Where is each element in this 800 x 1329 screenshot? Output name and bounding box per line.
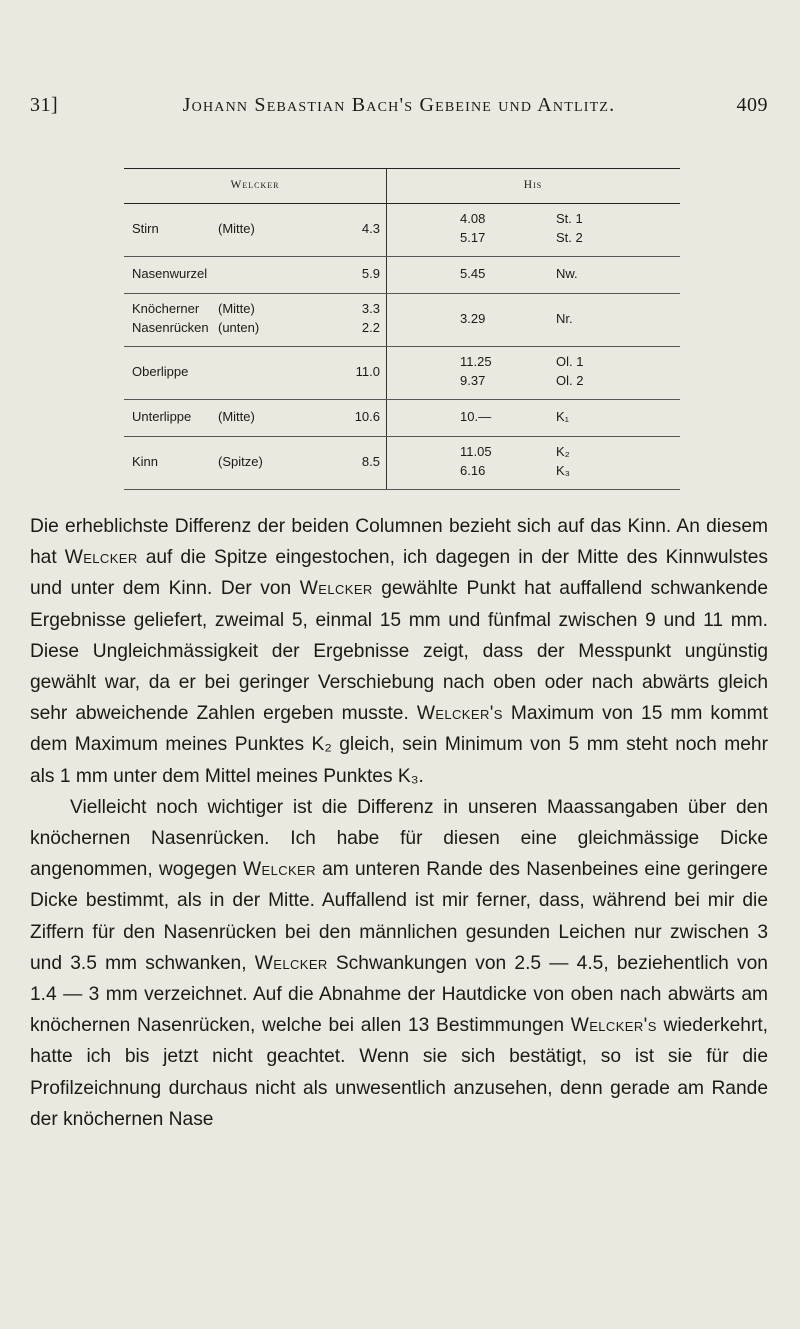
left-cell-line	[132, 221, 380, 240]
left-cell	[132, 221, 380, 240]
left-cell	[132, 454, 380, 473]
his-code: K₁	[556, 408, 570, 424]
text-run: wiederkehrt, hatte ich bis jetzt nicht geachtet. Wenn sie sich bestätigt, so ist sie für die Profilzeichnung durchaus nicht als unwesentlich anzusehen, denn gerade am Rande der knöchernen Nase	[30, 1015, 769, 1130]
left-cell-line	[132, 364, 380, 383]
text-run: auf die Spitze eingestochen, ich dagegen in der Mitte des Kinnwulstes und unter dem Kinn. Der von	[30, 547, 768, 600]
measure-label: Nasenrücken	[132, 320, 209, 335]
measure-location: (Mitte)	[218, 408, 255, 424]
right-cell	[386, 211, 680, 249]
welcker-value: 11.0	[355, 363, 380, 379]
table-body	[124, 204, 680, 490]
right-cell-line	[386, 311, 680, 330]
author-name: Welcker's	[416, 703, 503, 725]
his-value: 10.—	[460, 408, 492, 424]
measure-location: (Mitte)	[218, 301, 255, 316]
measure-label: Knöcherner	[132, 301, 200, 316]
his-code: St. 1	[556, 211, 583, 226]
measure-label: Stirn	[132, 220, 159, 236]
measure-label: Oberlippe	[132, 363, 189, 379]
right-cell	[386, 266, 680, 285]
right-cell	[386, 409, 680, 428]
welcker-value: 5.9	[361, 265, 380, 281]
table-row	[124, 400, 680, 437]
left-cell	[132, 266, 380, 285]
body-text	[30, 511, 768, 1135]
his-code: Ol. 2	[556, 373, 584, 388]
right-cell-line	[386, 444, 680, 463]
left-cell	[132, 301, 380, 339]
page-number: 409	[736, 94, 768, 116]
text-run: gewählte Punkt hat auffallend schwankende Ergebnisse geliefert, zweimal 5, einmal 15 mm und fünfmal zwischen 9 und 11 mm. Diese Ungleichmässigkeit der Ergebnisse zeigt, dass der Messpunkt ungünstig gewählt war, da er bei geringer Verschiebung nach oben oder nach abwärts gleich sehr abweichende Zahlen ergeben musste.	[30, 578, 768, 725]
right-cell-line	[386, 354, 680, 373]
his-value: 5.45	[460, 265, 486, 281]
author-name: Welcker	[254, 952, 328, 974]
his-value: 6.16	[460, 463, 486, 478]
left-page-number: 31]	[30, 94, 59, 116]
measure-label: Nasenwurzel	[132, 265, 208, 281]
table-header	[124, 168, 680, 204]
his-code: Nw.	[556, 265, 578, 281]
left-cell	[132, 364, 380, 383]
right-cell-line	[386, 409, 680, 428]
right-cell	[386, 354, 680, 392]
left-cell-line	[132, 409, 380, 428]
his-value: 11.25	[460, 354, 492, 369]
welcker-value: 4.3	[361, 220, 380, 236]
paragraph-1	[30, 511, 768, 792]
welcker-value: 2.2	[361, 320, 380, 335]
right-cell-line	[386, 230, 680, 249]
left-cell-line	[132, 266, 380, 285]
right-cell-line	[386, 211, 680, 230]
welcker-value: 10.6	[354, 408, 380, 424]
his-value: 11.05	[460, 444, 492, 459]
left-cell-line	[132, 301, 380, 320]
his-value: 5.17	[460, 230, 486, 245]
measure-label: Unterlippe	[132, 408, 192, 424]
his-code: K₃	[556, 463, 570, 478]
column-header-his: His	[523, 179, 543, 191]
measure-label: Kinn	[132, 453, 159, 469]
author-name: Welcker	[299, 578, 373, 600]
text-run: am unteren Rande des Nasenbeines eine geringere Dicke bestimmt, als in der Mitte. Auffallend ist mir ferner, dass, während bei mir die Ziffern für den Nasenrücken bei den männlichen gesunden Leichen nur zwischen 3 und 3.5 mm schwanken,	[30, 859, 768, 974]
his-value: 3.29	[460, 310, 486, 326]
his-code: K₂	[556, 444, 570, 459]
running-header	[30, 94, 768, 124]
measure-location: (Spitze)	[218, 453, 263, 469]
his-code: St. 2	[556, 230, 583, 245]
table-row	[124, 257, 680, 294]
left-cell	[132, 409, 380, 428]
his-value: 9.37	[460, 373, 486, 388]
column-divider	[386, 169, 387, 203]
welcker-value: 3.3	[361, 301, 380, 316]
table-row	[124, 294, 680, 347]
text-run: Die erheblichste Differenz der beiden Columnen bezieht sich auf das Kinn. An diesem hat	[30, 516, 768, 569]
text-run: Vielleicht noch wichtiger ist die Differenz in unseren Maassangaben über den knöchernen Nasenrücken. Ich habe für diesen eine gleichmässige Dicke angenommen, wogegen	[30, 796, 768, 881]
text-run: Maximum von 15 mm kommt dem Maximum meines Punktes K₂ gleich, sein Minimum von 5 mm steht noch mehr als 1 mm unter dem Mittel meines Punktes K₃.	[30, 703, 768, 787]
welcker-value: 8.5	[361, 453, 380, 469]
author-name: Welcker's	[570, 1015, 657, 1037]
running-title: Johann Sebastian Bach's Gebeine und Antlitz.	[182, 94, 616, 116]
measure-location: (Mitte)	[218, 220, 255, 236]
his-value: 4.08	[460, 211, 486, 226]
right-cell-line	[386, 266, 680, 285]
table-row	[124, 204, 680, 257]
table-row	[124, 437, 680, 490]
right-cell	[386, 311, 680, 330]
measurement-table	[124, 168, 680, 490]
paragraph-2	[30, 792, 768, 1135]
his-code: Nr.	[556, 310, 573, 326]
left-cell-line	[132, 320, 380, 339]
author-name: Welcker	[64, 547, 138, 569]
left-cell-line	[132, 454, 380, 473]
measure-location: (unten)	[218, 320, 260, 335]
text-run: Schwankungen von 2.5 — 4.5, beziehentlich von 1.4 — 3 mm verzeichnet. Auf die Abnahme der Hautdicke von oben nach abwärts am knöchernen Nasenrücken, welche bei allen 13 Bestimmungen	[30, 952, 768, 1037]
table-row	[124, 347, 680, 400]
his-code: Ol. 1	[556, 354, 584, 369]
right-cell	[386, 444, 680, 482]
right-cell-line	[386, 373, 680, 392]
author-name: Welcker	[242, 859, 316, 881]
column-header-welcker: Welcker	[230, 179, 280, 191]
right-cell-line	[386, 463, 680, 482]
